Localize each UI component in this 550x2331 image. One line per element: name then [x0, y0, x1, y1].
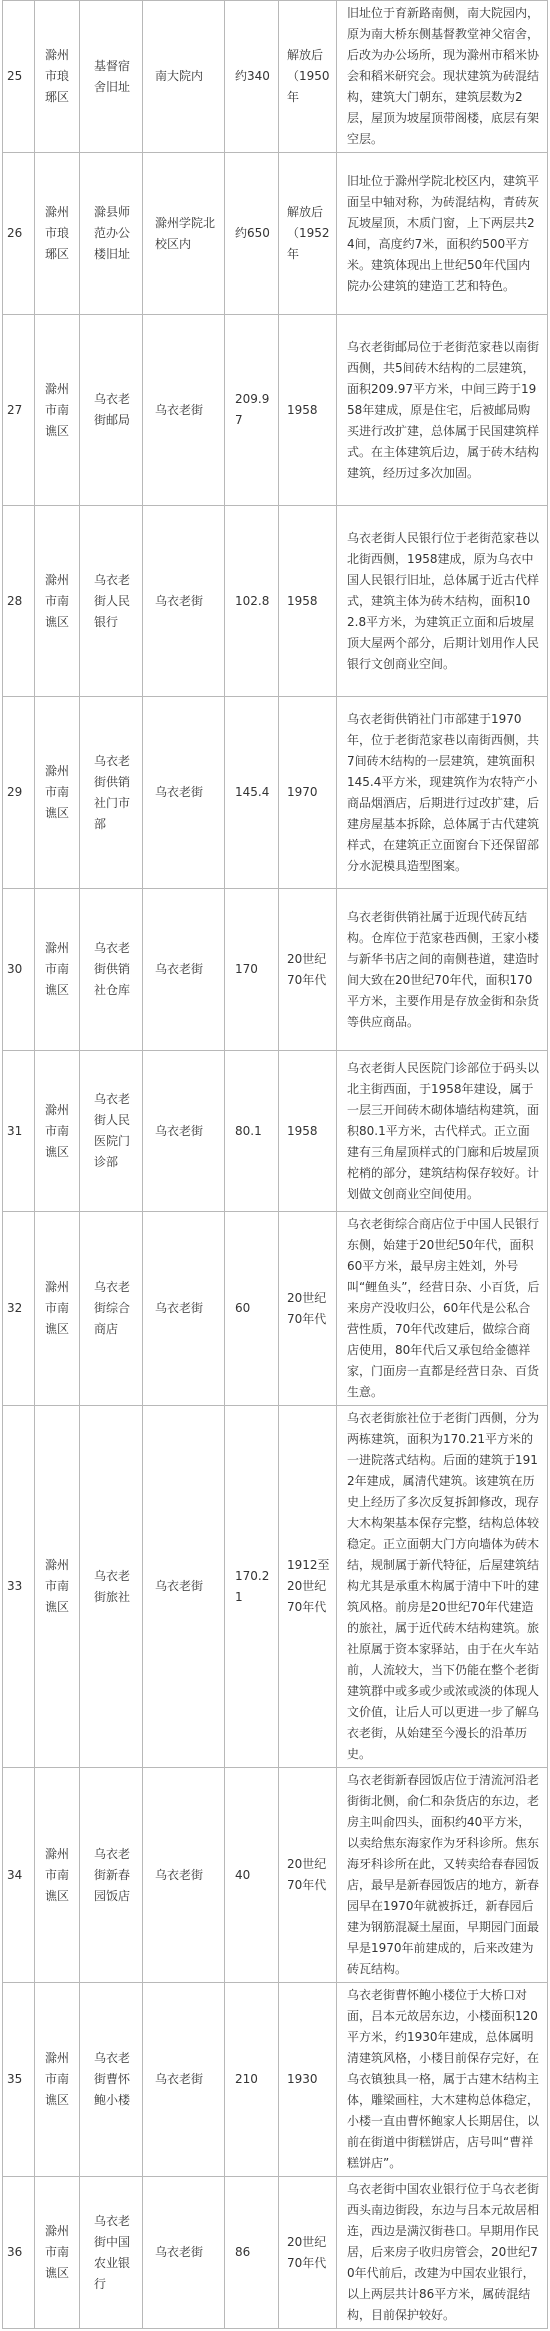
cell-description-text: 乌衣老街曹怀鲍小楼位于大桥口对面，吕本元故居东边，小楼面积120平方米，约1930年建成，总体属明清建筑风格，小楼目前保存完好，在乌衣镇独具一格，属于古建木结构主体，雕梁画柱，大木建构总体稳定，小楼一直由曹怀鲍家人长期居住，以前在街道中街糕饼店，店号叫“曹祥糕饼店”。	[347, 1988, 540, 2170]
cell-building-name	[80, 1212, 143, 1406]
cell-location-text: 滁州市南谯区	[45, 941, 70, 997]
cell-address	[143, 697, 225, 889]
row-number-text: 33	[7, 1579, 23, 1593]
cell-area-text: 40	[235, 1867, 251, 1882]
cell-description	[337, 1212, 548, 1406]
cell-description	[337, 1983, 548, 2177]
row-number-text: 34	[7, 1867, 23, 1882]
row-number	[3, 1768, 35, 1983]
cell-location-text: 滁州市南谯区	[45, 2051, 70, 2107]
cell-description	[337, 1051, 548, 1212]
cell-address	[143, 315, 225, 506]
cell-area	[225, 889, 279, 1051]
cell-location-text: 滁州市南谯区	[45, 1558, 70, 1614]
cell-description	[337, 153, 548, 315]
cell-area	[225, 153, 279, 315]
row-number-text: 28	[7, 593, 23, 608]
cell-address	[143, 1212, 225, 1406]
table-row	[3, 1406, 548, 1768]
cell-area	[225, 1983, 279, 2177]
table-row	[3, 315, 548, 506]
cell-location	[35, 2177, 80, 2329]
cell-building-name	[80, 889, 143, 1051]
row-number	[3, 1, 35, 153]
cell-year-text: 1930	[287, 2072, 318, 2086]
cell-address	[143, 2177, 225, 2329]
cell-year	[279, 889, 337, 1051]
cell-year-text: 1912至20世纪70年代	[287, 1558, 330, 1614]
cell-area	[225, 1406, 279, 1768]
cell-year	[279, 1051, 337, 1212]
cell-location-text: 滁州市琅琊区	[45, 48, 70, 104]
cell-year-text: 20世纪70年代	[287, 1857, 327, 1892]
cell-description-text: 乌衣老街新春园饭店位于清流河沿老街街北侧，俞仁和杂货店的东边，老房主叫俞四头，面积约40平方米，以卖给焦东海家作为牙科诊所。焦东海牙科诊所在此，又转卖给春春园饭店，最早是新春园饭店的地方，新春园早在1970年就被拆迁，新春园后建为钢筋混凝土屋面，早期园门面最早是1970年前建成的，后来改建为砖瓦结构。	[347, 1773, 540, 1976]
cell-description	[337, 1768, 548, 1983]
cell-description-text: 乌衣老街人民银行位于老街范家巷以北街西侧，1958建成，原为乌衣中国人民银行旧址，总体属于近古代样式，建筑主体为砖木结构，面积102.8平方米，为建筑正立面和后坡屋顶大屋两个部分，后期计划用作人民银行文创商业空间。	[347, 530, 540, 671]
cell-year-text: 解放后（1952年	[287, 205, 330, 261]
cell-building-name-text: 乌衣老街新春园饭店	[94, 1846, 131, 1903]
cell-year	[279, 1983, 337, 2177]
cell-year	[279, 1, 337, 153]
cell-area-text: 170.21	[235, 1568, 270, 1604]
row-number-text: 30	[7, 962, 23, 976]
cell-description-text: 旧址位于滁州学院北校区内，建筑平面呈中轴对称，为砖混结构，青砖灰瓦坡屋顶，木质门窗，上下两层共24间，高度约7米，面积约500平方米。建筑体现出上世纪50年代国内院办公建筑的建造工艺和特色。	[347, 173, 540, 293]
cell-location-text: 滁州市南谯区	[45, 1280, 70, 1336]
cell-address-text: 乌衣老街	[155, 2245, 204, 2259]
cell-address-text: 乌衣老街	[155, 402, 204, 417]
row-number-text: 36	[7, 2245, 23, 2259]
cell-address	[143, 1768, 225, 1983]
row-number	[3, 2177, 35, 2329]
cell-building-name-text: 乌衣老街中国农业银行	[94, 2213, 131, 2291]
cell-year	[279, 697, 337, 889]
cell-year-text: 解放后（1950年	[287, 48, 330, 104]
cell-address-text: 南大院内	[155, 69, 204, 83]
cell-description-text: 乌衣老街人民医院门诊部位于码头以北主街西面，于1958年建设，属于一层三开间砖木砌体墙结构建筑，面积80.1平方米，古代样式。正立面建有三角屋顶样式的门廊和后坡屋顶柁梢的部分，建筑结构保存较好。计划做文创商业空间使用。	[347, 1060, 540, 1201]
cell-location	[35, 315, 80, 506]
row-number	[3, 1051, 35, 1212]
cell-location	[35, 697, 80, 889]
cell-year-text: 20世纪70年代	[287, 951, 327, 987]
row-number	[3, 1983, 35, 2177]
cell-address	[143, 1983, 225, 2177]
cell-location-text: 滁州市南谯区	[45, 1846, 70, 1903]
cell-location	[35, 889, 80, 1051]
cell-building-name	[80, 1768, 143, 1983]
cell-area-text: 145.4	[235, 785, 270, 799]
row-number-text: 27	[7, 402, 23, 417]
cell-building-name-text: 乌衣老街人民银行	[94, 572, 131, 629]
row-number-text: 32	[7, 1301, 23, 1315]
cell-year-text: 20世纪70年代	[287, 1290, 327, 1326]
cell-building-name	[80, 1983, 143, 2177]
cell-address-text: 滁州学院北校区内	[155, 215, 216, 251]
cell-area	[225, 1, 279, 153]
cell-year	[279, 2177, 337, 2329]
table-row	[3, 1, 548, 153]
cell-description-text: 乌衣老街旅社位于老街门西侧，分为两栋建筑，面积为170.21平方米的一进院落式结构。后面的建筑于1912年建成，属清代建筑。该建筑在历史上经历了多次反复拆卸修改，现存大木构架基本保存完整，结构总体较稳定。正立面朝大门方向墙体为砖木结，规制属于新代特征，后屋建筑结构尤其是承重木构属于清中下叶的建筑风格。前房是20世纪70年代建造的旅社，属于近代砖木结构建筑。旅社原属于资本家驿站，由于在火车站前，人流较大，当下仍能在整个老街建筑群中或多或少或浓或淡的体现人文价值，让后人可以更进一步了解乌衣老街，从始建至今漫长的沿革历史。	[347, 1411, 540, 1761]
table-row	[3, 506, 548, 697]
cell-area	[225, 1212, 279, 1406]
cell-building-name	[80, 506, 143, 697]
cell-building-name	[80, 153, 143, 315]
cell-building-name-text: 乌衣老街供销社门市部	[94, 753, 131, 831]
cell-year	[279, 153, 337, 315]
table-body	[3, 1, 548, 2329]
cell-description-text: 乌衣老街供销社属于近现代砖瓦结构。仓库位于范家巷西侧，王家小楼与新华书店之间的南侧巷道，建造时间大致在20世纪70年代，面积170平方米，主要作用是存放金街和杂货等供应商品。	[347, 909, 540, 1029]
table-row	[3, 697, 548, 889]
cell-description-text: 旧址位于育新路南侧，南大院园内，原为南大桥东侧基督教堂神父宿舍，后改为办公场所，现为滁州市稻米协会和稻米研究会。现状建筑为砖混结构，建筑大门朝东，建筑层数为2层，屋顶为坡屋顶带阁楼，底层有架空层。	[347, 6, 540, 146]
cell-year	[279, 315, 337, 506]
table-row	[3, 1983, 548, 2177]
cell-building-name	[80, 697, 143, 889]
row-number-text: 26	[7, 226, 23, 240]
cell-location	[35, 1051, 80, 1212]
cell-area-text: 102.8	[235, 593, 270, 608]
cell-location	[35, 1768, 80, 1983]
cell-year	[279, 506, 337, 697]
cell-building-name	[80, 315, 143, 506]
row-number	[3, 1406, 35, 1768]
cell-building-name-text: 滁县师范办公楼旧址	[94, 205, 131, 261]
cell-year-text: 1970	[287, 785, 318, 799]
row-number	[3, 315, 35, 506]
cell-address-text: 乌衣老街	[155, 1867, 204, 1882]
cell-area-text: 60	[235, 1301, 251, 1315]
cell-description-text: 乌衣老街综合商店位于中国人民银行东侧，始建于20世纪50年代，面积60平方米，最早房主姓刘，外号叫“鲤鱼头”，经营日杂、小百货，后来房产没收归公，60年代是公私合营性质，70年代改建后，做综合商店使用，80年代后又承包给金德祥家，门面房一直都是经营日杂、百货生意。	[347, 1217, 540, 1399]
cell-address	[143, 153, 225, 315]
cell-address-text: 乌衣老街	[155, 962, 204, 976]
cell-area-text: 约650	[235, 226, 270, 240]
table-row	[3, 1051, 548, 1212]
row-number	[3, 697, 35, 889]
cell-building-name-text: 乌衣老街供销社仓库	[94, 941, 131, 997]
cell-area	[225, 1051, 279, 1212]
cell-address-text: 乌衣老街	[155, 785, 204, 799]
cell-area	[225, 1768, 279, 1983]
cell-building-name	[80, 1406, 143, 1768]
row-number	[3, 506, 35, 697]
row-number-text: 25	[7, 69, 23, 83]
cell-address-text: 乌衣老街	[155, 2072, 204, 2086]
cell-location-text: 滁州市南谯区	[45, 764, 70, 820]
cell-area-text: 80.1	[235, 1123, 262, 1138]
cell-building-name-text: 基督宿舍旧址	[94, 58, 131, 94]
cell-area-text: 约340	[235, 69, 270, 83]
cell-description-text: 乌衣老街中国农业银行位于乌衣老街西头南边街段，东边与吕本元故居相连，西边是满汉街巷口。早期用作民居，后来房子收归房管会，20世纪70年代前后，改建为中国农业银行，以上两层共计86平方米，属砖混结构，目前保护较好。	[347, 2182, 540, 2322]
cell-description	[337, 1406, 548, 1768]
cell-building-name	[80, 2177, 143, 2329]
cell-location	[35, 506, 80, 697]
row-number	[3, 153, 35, 315]
row-number	[3, 889, 35, 1051]
cell-description-text: 乌衣老街邮局位于老街范家巷以南街西侧，共5间砖木结构的二层建筑，面积209.97平方米，中间三跨于1958年建成，原是住宅，后被邮局购买进行改扩建，总体属于民国建筑样式。在主体建筑后边，属于砖木结构建筑，经历过多次加固。	[347, 339, 540, 480]
cell-description	[337, 2177, 548, 2329]
cell-description	[337, 697, 548, 889]
cell-year-text: 1958	[287, 1123, 318, 1138]
cell-location-text: 滁州市南谯区	[45, 1102, 70, 1159]
cell-address	[143, 1, 225, 153]
cell-area	[225, 315, 279, 506]
cell-address-text: 乌衣老街	[155, 1301, 204, 1315]
table-row	[3, 1212, 548, 1406]
table-row	[3, 2177, 548, 2329]
cell-building-name-text: 乌衣老街人民医院门诊部	[94, 1092, 131, 1169]
cell-year	[279, 1212, 337, 1406]
cell-location-text: 滁州市南谯区	[45, 381, 70, 438]
row-number-text: 29	[7, 785, 23, 799]
cell-building-name-text: 乌衣老街旅社	[94, 1568, 131, 1604]
cell-description-text: 乌衣老街供销社门市部建于1970年，位于老街范家巷以南街西侧，共7间砖木结构的一层建筑，建筑面积145.4平方米，现建筑作为农特产小商品烟酒店，后期进行过改扩建，后建房屋基本拆除，总体属于古代建筑样式，在建筑正立面窗台下还保留部分水泥模具造型图案。	[347, 711, 540, 873]
cell-address	[143, 1406, 225, 1768]
table-row	[3, 1768, 548, 1983]
cell-area-text: 210	[235, 2072, 258, 2086]
cell-location-text: 滁州市琅琊区	[45, 205, 70, 261]
cell-location	[35, 1212, 80, 1406]
cell-building-name	[80, 1, 143, 153]
cell-description	[337, 315, 548, 506]
cell-address	[143, 889, 225, 1051]
cell-description	[337, 889, 548, 1051]
row-number	[3, 1212, 35, 1406]
cell-location-text: 滁州市南谯区	[45, 2224, 70, 2280]
cell-year-text: 1958	[287, 402, 318, 417]
cell-location-text: 滁州市南谯区	[45, 572, 70, 629]
cell-address-text: 乌衣老街	[155, 1123, 204, 1138]
heritage-building-table	[2, 0, 548, 2329]
cell-year	[279, 1406, 337, 1768]
row-number-text: 31	[7, 1123, 23, 1138]
cell-location	[35, 1406, 80, 1768]
row-number-text: 35	[7, 2072, 23, 2086]
cell-address-text: 乌衣老街	[155, 593, 204, 608]
cell-building-name-text: 乌衣老街综合商店	[94, 1280, 131, 1336]
cell-area-text: 86	[235, 2245, 251, 2259]
table-row	[3, 889, 548, 1051]
cell-year-text: 20世纪70年代	[287, 2234, 327, 2270]
cell-location	[35, 153, 80, 315]
cell-area	[225, 697, 279, 889]
cell-location	[35, 1, 80, 153]
cell-building-name-text: 乌衣老街邮局	[94, 392, 131, 427]
cell-description	[337, 506, 548, 697]
cell-year-text: 1958	[287, 593, 318, 608]
cell-building-name	[80, 1051, 143, 1212]
table-row	[3, 153, 548, 315]
cell-building-name-text: 乌衣老街曹怀鲍小楼	[94, 2051, 131, 2107]
cell-address-text: 乌衣老街	[155, 1579, 204, 1593]
cell-location	[35, 1983, 80, 2177]
cell-area-text: 209.97	[235, 392, 270, 427]
cell-address	[143, 506, 225, 697]
cell-area-text: 170	[235, 962, 258, 976]
cell-area	[225, 2177, 279, 2329]
cell-year	[279, 1768, 337, 1983]
cell-area	[225, 506, 279, 697]
cell-description	[337, 1, 548, 153]
cell-address	[143, 1051, 225, 1212]
